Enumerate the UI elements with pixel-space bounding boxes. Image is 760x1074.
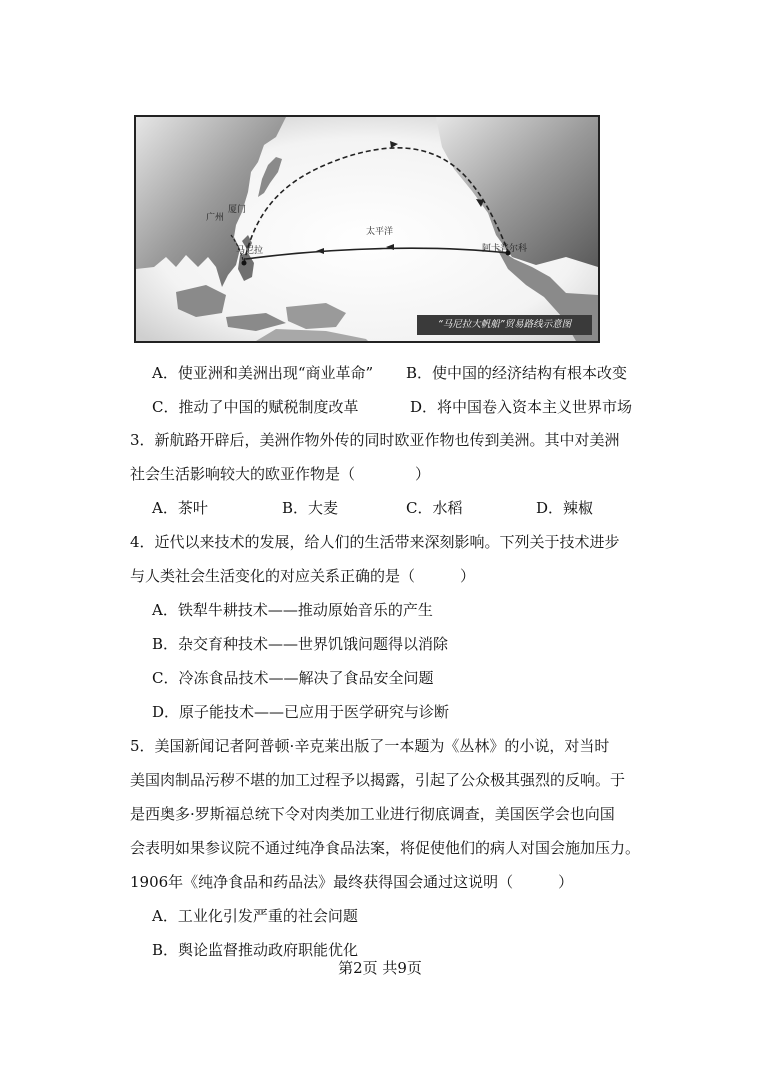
q4-option-b: B．杂交育种技术——世界饥饿问题得以消除 <box>152 635 449 653</box>
q2-option-a: A．使亚洲和美洲出现“商业革命” <box>152 364 374 382</box>
label-acapulco: 阿卡普尔科 <box>482 244 528 254</box>
q5-stem-line1: 5．美国新闻记者阿普顿·辛克莱出版了一本题为《丛林》的小说，对当时 <box>130 737 610 755</box>
label-manila: 马尼拉 <box>236 246 264 256</box>
map-caption: “马尼拉大帆船”贸易路线示意图 <box>417 315 592 335</box>
label-guangzhou: 广州 <box>206 213 225 223</box>
trade-route-map <box>134 115 600 343</box>
page-footer: 第2页 共9页 <box>338 959 422 977</box>
q2-option-d: D．将中国卷入资本主义世界市场 <box>410 398 633 416</box>
q5-stem-line5: 1906年《纯净食品和药品法》最终获得国会通过这说明（ ） <box>130 873 574 891</box>
label-pacific: 太平洋 <box>366 227 394 237</box>
q3-option-d: D．辣椒 <box>536 499 594 517</box>
q3-option-c: C．水稻 <box>406 499 463 517</box>
q2-option-b: B．使中国的经济结构有根本改变 <box>406 364 628 382</box>
q5-option-b: B．舆论监督推动政府职能优化 <box>152 941 359 959</box>
q5-stem-line2: 美国肉制品污秽不堪的加工过程予以揭露，引起了公众极其强烈的反响。于 <box>130 771 626 789</box>
manila-marker <box>242 261 247 266</box>
q3-stem-line1: 3．新航路开辟后，美洲作物外传的同时欧亚作物也传到美洲。其中对美洲 <box>130 431 620 449</box>
q4-option-a: A．铁犁牛耕技术——推动原始音乐的产生 <box>152 601 433 619</box>
q5-stem-line4: 会表明如果参议院不通过纯净食品法案，将促使他们的病人对国会施加压力。 <box>130 839 641 857</box>
q5-stem-line3: 是西奥多·罗斯福总统下令对肉类加工业进行彻底调查，美国医学会也向国 <box>130 805 615 823</box>
q5-option-a: A．工业化引发严重的社会问题 <box>152 907 358 925</box>
q4-option-d: D．原子能技术——已应用于医学研究与诊断 <box>152 703 450 721</box>
label-xiamen: 厦门 <box>228 205 247 215</box>
q4-option-c: C．冷冻食品技术——解决了食品安全问题 <box>152 669 434 687</box>
q3-stem-line2: 社会生活影响较大的欧亚作物是（ ） <box>130 465 431 483</box>
q3-option-b: B．大麦 <box>282 499 339 517</box>
q3-option-a: A．茶叶 <box>152 499 208 517</box>
q4-stem-line1: 4．近代以来技术的发展，给人们的生活带来深刻影响。下列关于技术进步 <box>130 533 620 551</box>
q4-stem-line2: 与人类社会生活变化的对应关系正确的是（ ） <box>130 567 476 585</box>
q2-option-c: C．推动了中国的赋税制度改革 <box>152 398 359 416</box>
